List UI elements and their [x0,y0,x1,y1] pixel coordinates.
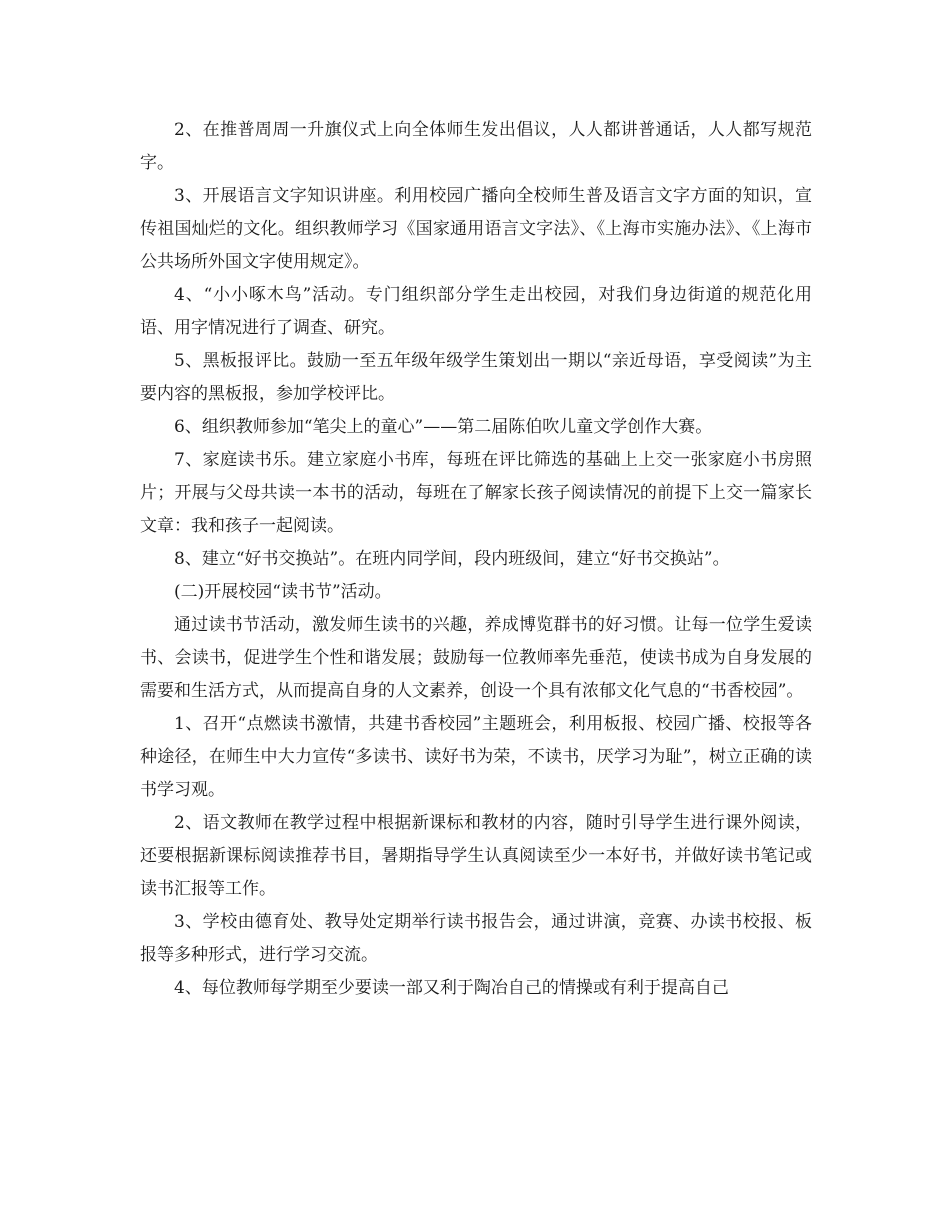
paragraph-5: 6、组织教师参加“笔尖上的童心”——第二届陈伯吹儿童文学创作大赛。 [174,417,713,437]
paragraph-1: 2、在推普周周一升旗仪式上向全体师生发出倡议，人人都讲普通话，人人都写规范字。 [140,120,812,173]
paragraph-9: 1、召开“点燃读书激情，共建书香校园”主题班会，利用板报、校园广播、校报等各种途径，在师生中大力宣传“多读书、读好书为荣，不读书，厌学习为耻”，树立正确的读书学习观。 [140,714,812,800]
paragraph-11: 3、学校由德育处、教导处定期举行读书报告会，通过讲演，竞赛、办读书校报、板报等多种形式，进行学习交流。 [140,912,812,965]
section-heading: (二)开展校园“读书节”活动。 [174,582,392,602]
paragraph-3: 4、“小小啄木鸟”活动。专门组织部分学生走出校园，对我们身边街道的规范化用语、用字情况进行了调查、研究。 [140,285,812,338]
paragraph-8: 通过读书节活动，激发师生读书的兴趣，养成博览群书的好习惯。让每一位学生爱读书、会读书，促进学生个性和谐发展；鼓励每一位教师率先垂范，使读书成为自身发展的需要和生活方式，从而提高自身的人文素养，创设一个具有浓郁文化气息的“书香校园”。 [140,615,812,701]
document-body [140,114,812,1005]
paragraph-7: 8、建立“好书交换站”。在班内同学间，段内班级间，建立“好书交换站”。 [174,549,730,569]
paragraph-10: 2、语文教师在教学过程中根据新课标和教材的内容，随时引导学生进行课外阅读，还要根据新课标阅读推荐书目，暑期指导学生认真阅读至少一本好书，并做好读书笔记或读书汇报等工作。 [140,813,812,899]
paragraph-4: 5、黑板报评比。鼓励一至五年级年级学生策划出一期以“亲近母语，享受阅读”为主要内容的黑板报，参加学校评比。 [140,351,812,404]
paragraph-12: 4、每位教师每学期至少要读一部又利于陶冶自己的情操或有利于提高自己 [174,978,729,998]
paragraph-2: 3、开展语言文字知识讲座。利用校园广播向全校师生普及语言文字方面的知识，宣传祖国灿烂的文化。组织教师学习《国家通用语言文字法》、《上海市实施办法》、《上海市公共场所外国文字使用规定》。 [140,186,812,272]
paragraph-6: 7、家庭读书乐。建立家庭小书库，每班在评比筛选的基础上上交一张家庭小书房照片；开展与父母共读一本书的活动，每班在了解家长孩子阅读情况的前提下上交一篇家长文章：我和孩子一起阅读。 [140,450,812,536]
